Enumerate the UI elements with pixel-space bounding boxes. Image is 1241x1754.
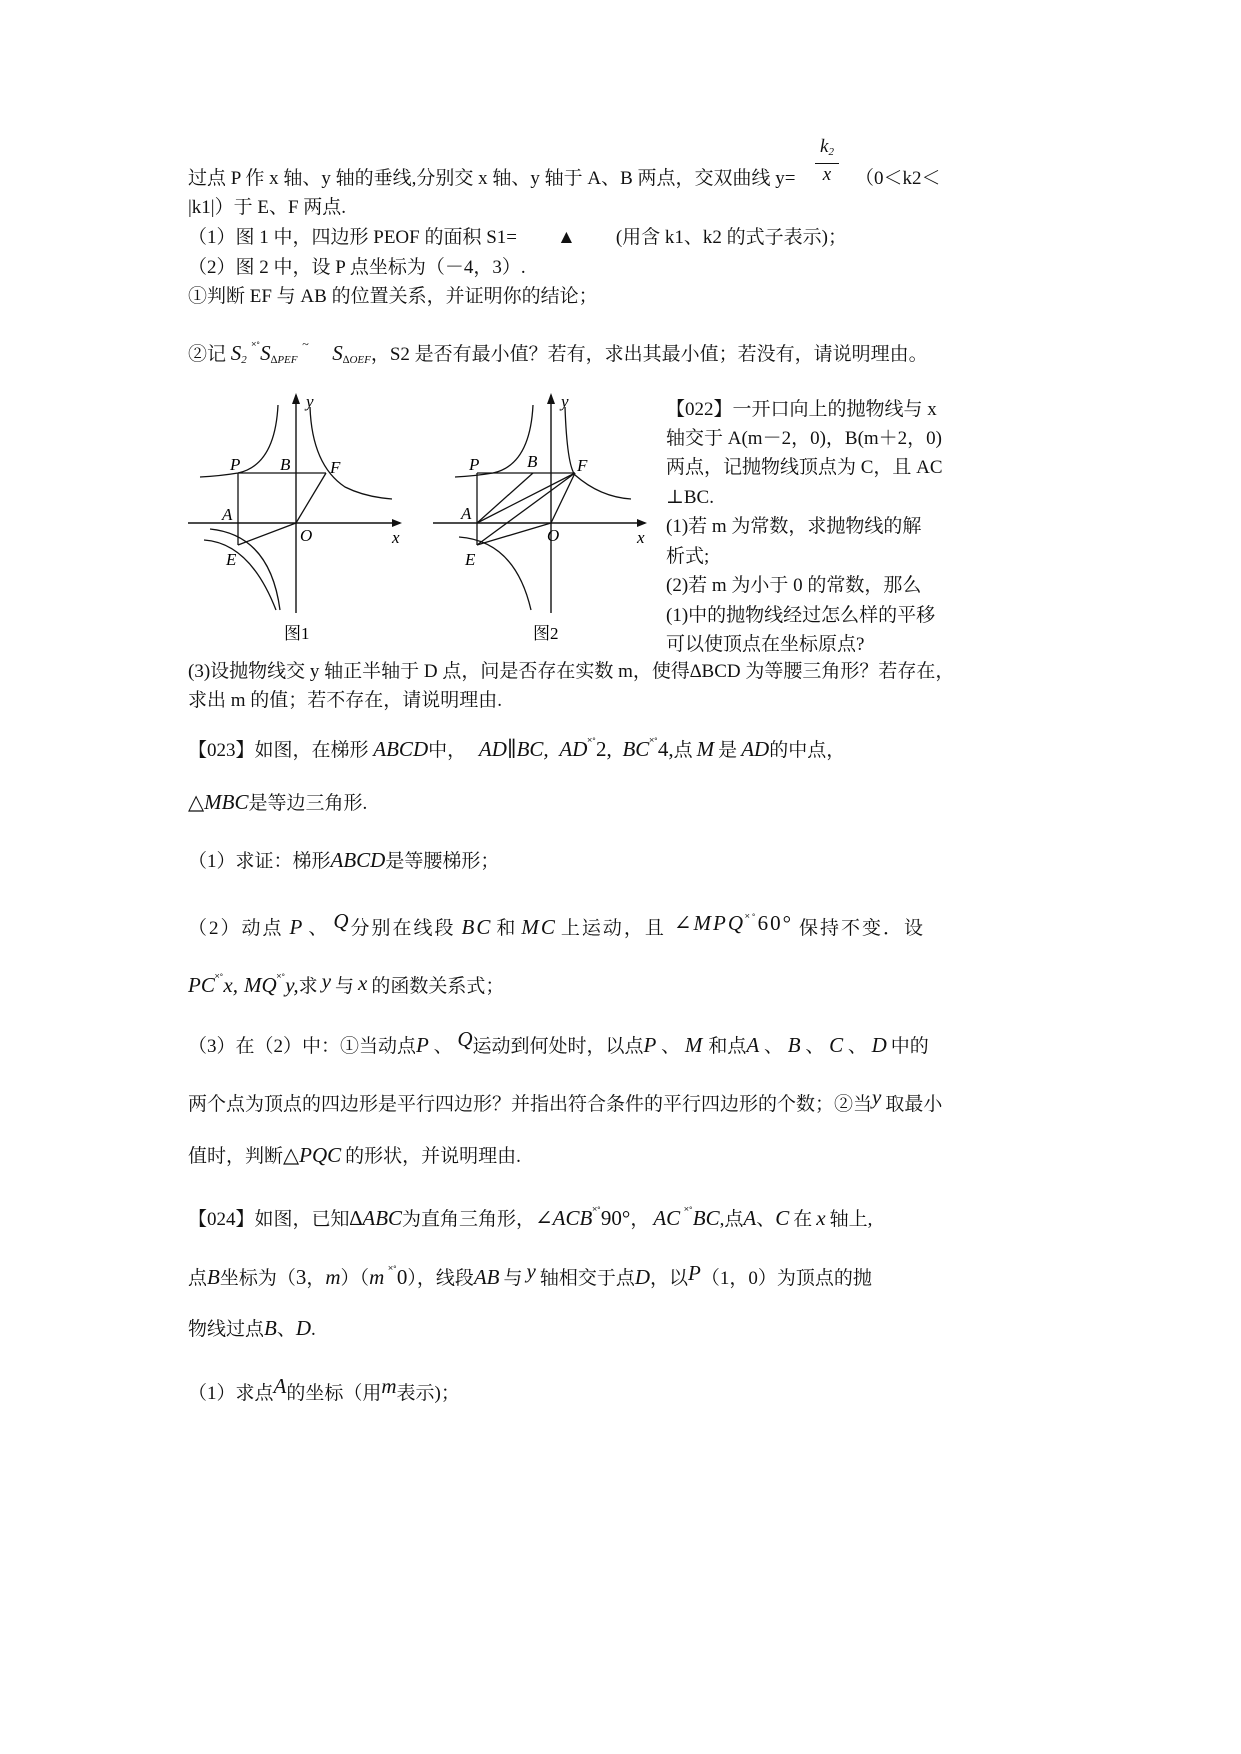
fraction-denominator: x (822, 164, 832, 185)
fig1-label-y: y (306, 392, 314, 411)
fig1-label-A: A (222, 505, 233, 524)
fig2-label-E: E (465, 550, 476, 569)
q022-line: (2)若 m 为小于 0 的常数，那么 (666, 575, 922, 596)
math-s-oef: $S_{\Delta OEF}$ (332, 341, 371, 366)
q024-line2: 点B坐标为（3，m）（m ˟˚0），线段AB 与 y 轴相交于点D，以P（1，0）为顶点的抛 (188, 1259, 872, 1289)
q023-line1: 【023】如图，在梯形 ABCD中， AD∥BC, AD˟˚2, BC˟˚4,点 M 是 AD的中点， (188, 735, 846, 761)
q024-part1: （1）求点A的坐标（用m表示)； (188, 1374, 460, 1404)
q022-line: 轴交于 A(m－2，0)，B(m＋2，0) (666, 428, 943, 449)
fig2-label-x: x (637, 528, 645, 547)
q021-part2: （2）图 2 中，设 P 点坐标为（－4，3）. (188, 257, 526, 278)
fig1-label-E: E (226, 550, 237, 569)
fig1-caption: 图1 (284, 624, 310, 643)
q022-line: 两点，记抛物线顶点为 C，且 AC (666, 457, 943, 478)
answer-blank-marker: ▲ (557, 227, 576, 248)
math-s2: $S_2$ (230, 341, 247, 366)
math-s-pef: $S_{\Delta PEF}$ (260, 341, 298, 366)
fig2-label-A: A (461, 504, 472, 523)
fig2-label-O: O (547, 526, 560, 545)
q021-part2-sub2: ②记 $S_2$ $^{˟˚}S_{\Delta PEF}$ ~ $S_{\Delta OEF}$，S2 是否有最小值？若有，求出其最小值；若没有，请说明理由。 (188, 337, 928, 366)
fig1-label-x: x (392, 528, 400, 547)
q021-line1-tail: （0＜k2＜ (855, 168, 941, 189)
q021-line2: |k1|）于 E、F 两点. (188, 197, 347, 218)
q021-part1: （1）图 1 中，四边形 PEOF 的面积 S1= ▲ (用含 k1、k2 的式子表示)； (188, 227, 847, 248)
q023-part3-line2: 两个点为顶点的四边形是平行四边形？并指出符合条件的平行四边形的个数；②当y 取最小 (188, 1085, 943, 1115)
q021-line1: 过点 P 作 x 轴、y 轴的垂线,分别交 x 轴、y 轴于 A、B 两点，交双曲线 y= (188, 168, 796, 189)
q023-part2-line1: （2）动点 P 、 Q分别在线段 BC 和 MC 上运动，且 ∠MPQ˟˚60° 保持不变．设 (188, 909, 926, 939)
fig2-label-B: B (527, 452, 538, 471)
fig1-label-B: B (280, 455, 291, 474)
q022-part3-line2: 求出 m 的值；若不存在，请说明理由. (188, 690, 503, 711)
q024-tag: 【024】 (188, 1209, 255, 1230)
q023-tag: 【023】 (188, 740, 255, 761)
fig2-caption: 图2 (533, 624, 559, 643)
figure-1 (180, 385, 420, 655)
q021-part2-sub1: ①判断 EF 与 AB 的位置关系，并证明你的结论； (188, 286, 598, 307)
q022-line: 可以使顶点在坐标原点? (666, 634, 865, 655)
q022-line: 【022】一开口向上的抛物线与 x (666, 399, 937, 420)
q022-line: 析式; (666, 546, 710, 567)
fig1-label-P: P (230, 455, 241, 474)
q024-line3: 物线过点B、D. (188, 1316, 316, 1340)
q023-part2-line2: PC˟˚x, MQ˟˚y,求 y 与 x 的函数关系式； (188, 969, 505, 997)
fraction-numerator: k (820, 136, 829, 157)
fig2-label-F: F (577, 456, 588, 475)
q022-line: (1)中的抛物线经过怎么样的平移 (666, 605, 936, 626)
fig1-label-O: O (300, 526, 313, 545)
q022-line: (1)若 m 为常数，求抛物线的解 (666, 516, 922, 537)
q023-part3-line3: 值时，判断△PQC 的形状，并说明理由. (188, 1143, 521, 1167)
q023-part3-line1: （3）在（2）中：①当动点P 、 Q运动到何处时，以点P 、 M 和点A 、 B 、 C 、 D 中的 (188, 1027, 929, 1057)
q022-part3-line1: (3)设抛物线交 y 轴正半轴于 D 点，问是否存在实数 m，使得∆BCD 为等腰三角形？若存在， (188, 661, 955, 682)
q023-line2: △MBC是等边三角形. (188, 790, 368, 814)
q024-line1: 【024】如图，已知∆ABC为直角三角形，∠ACB˟˚90°， AC ˟˚BC,点A、C 在 x 轴上, (188, 1204, 873, 1230)
q023-part1: （1）求证：梯形ABCD是等腰梯形； (188, 848, 500, 872)
fraction-k2-over-x: $k_2$ x (812, 136, 842, 186)
fig1-label-F: F (330, 458, 341, 477)
q022-line: ⊥BC. (666, 487, 714, 508)
fig2-label-P: P (469, 455, 480, 474)
fig2-label-y: y (561, 392, 569, 411)
figure-2 (425, 385, 665, 655)
